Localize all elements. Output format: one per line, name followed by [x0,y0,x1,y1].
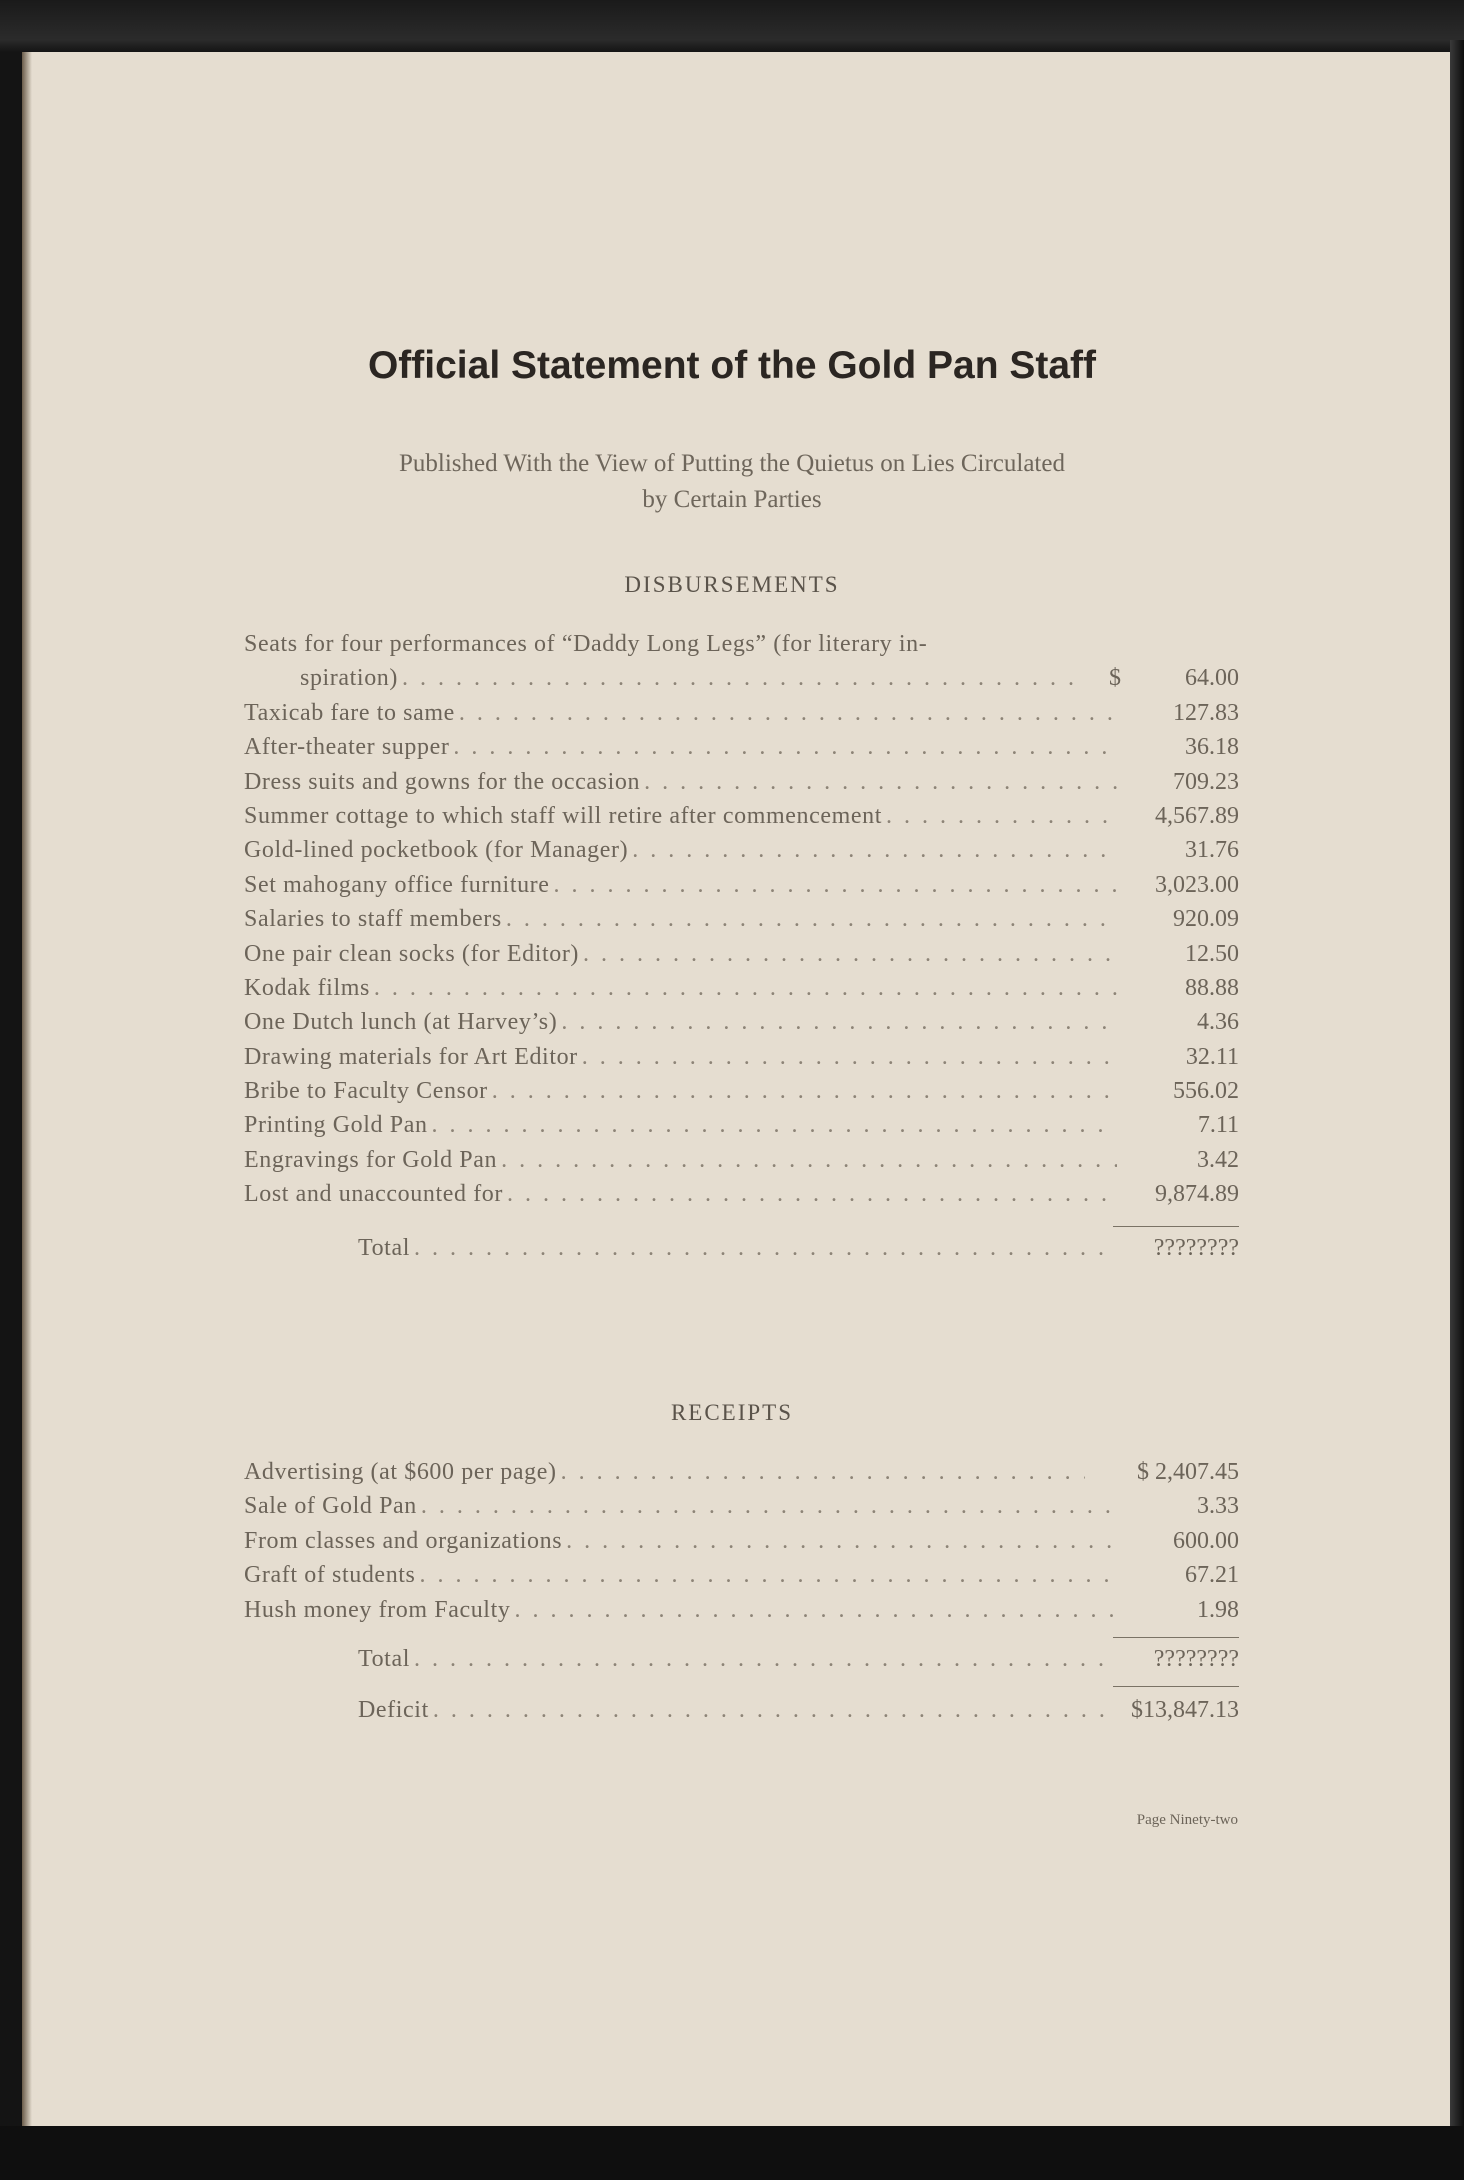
total-value: ???????? [1153,1645,1239,1672]
deficit-label: Deficit [358,1697,429,1724]
dollar-sign: $ [1109,665,1121,692]
ledger-row [244,1455,1239,1489]
ledger-row [244,1108,1239,1142]
ledger-label: One Dutch lunch (at Harvey’s) [244,1009,558,1036]
dot-leader [514,1593,1117,1627]
ledger-amount: 556.02 [1173,1078,1239,1105]
ledger-amount: 4,567.89 [1155,802,1239,829]
ledger-label: After-theater supper [244,734,450,761]
ledger-row [244,1177,1239,1211]
receipts-heading: RECEIPTS [670,1400,794,1425]
dot-leader [583,937,1117,971]
ledger-row [244,765,1239,799]
scan-border [0,2126,1464,2180]
subtitle-line-1: Published With the View of Putting the Quietus on Lies Circulated [399,450,1065,477]
ledger-row [244,1489,1239,1523]
ledger-label: Graft of students [244,1562,416,1589]
dot-leader [632,833,1117,867]
ledger-row [244,1593,1239,1627]
ledger-amount: 3.33 [1197,1493,1239,1520]
ledger-row [244,1040,1239,1074]
ledger-row [244,696,1239,730]
page-title: Official Statement of the Gold Pan Staff [367,344,1097,387]
dot-leader [554,868,1117,902]
ledger-label: Bribe to Faculty Censor [244,1078,488,1105]
dot-leader [374,971,1117,1005]
ledger-amount: 1.98 [1197,1596,1239,1623]
ledger-row [244,868,1239,902]
deficit-rule [1113,1686,1239,1687]
ledger-row [244,799,1239,833]
ledger-label: Seats for four performances of “Daddy Long Legs” (for literary in- [244,631,928,657]
total-label: Total [358,1234,410,1261]
ledger-label: Set mahogany office furniture [244,871,550,898]
ledger-amount: 709.23 [1173,768,1239,795]
dot-leader [644,765,1117,799]
ledger-amount: 600.00 [1173,1527,1239,1554]
dot-leader [506,902,1117,936]
ledger-row [244,902,1239,936]
dot-leader [582,1040,1117,1074]
ledger-row [244,1074,1239,1108]
dot-leader [501,1143,1117,1177]
ledger-amount: 36.18 [1185,734,1239,761]
ledger-row [300,661,1239,695]
ledger-row [244,1524,1239,1558]
receipts-list [244,1455,1239,1728]
dot-leader [566,1524,1117,1558]
dot-leader [414,1642,1117,1676]
dot-leader [492,1074,1117,1108]
ledger-label: Drawing materials for Art Editor [244,1043,578,1070]
dot-leader [420,1558,1118,1592]
ledger-row [244,971,1239,1005]
ledger-amount: 88.88 [1185,974,1239,1001]
total-label: Total [358,1645,410,1672]
ledger-label: Dress suits and gowns for the occasion [244,768,641,795]
ledger-amount: $ 2,407.45 [1137,1459,1239,1485]
subtitle [0,446,1464,518]
dot-leader [421,1489,1117,1523]
ledger-label: One pair clean socks (for Editor) [244,940,580,967]
ledger-amount: 67.21 [1185,1562,1239,1589]
disbursements-list [244,627,1239,1265]
ledger-label: Salaries to staff members [244,906,502,933]
ledger-amount: 64.00 [1185,665,1239,692]
deficit-row [358,1693,1239,1727]
ledger-label: Kodak films [244,974,370,1001]
ledger-amount: 31.76 [1185,837,1239,864]
ledger-row [244,833,1239,867]
total-row [358,1231,1239,1265]
ledger-amount: 32.11 [1185,1043,1239,1070]
ledger-amount: 7.11 [1197,1112,1239,1139]
dot-leader [459,696,1117,730]
deficit-value: $13,847.13 [1131,1697,1239,1724]
dot-leader [414,1231,1117,1265]
disbursements-heading: DISBURSEMENTS [624,572,840,597]
ledger-label: Sale of Gold Pan [244,1493,417,1520]
dot-leader [886,799,1117,833]
total-rule [1113,1226,1239,1227]
ledger-label: spiration) [300,665,398,692]
ledger-label: From classes and organizations [244,1527,563,1554]
ledger-amount: 3.42 [1197,1146,1239,1173]
ledger-label: Hush money from Faculty [244,1596,511,1623]
ledger-amount: 9,874.89 [1155,1181,1239,1208]
dot-leader [432,1108,1117,1142]
ledger-row [244,1558,1239,1592]
ledger-row [244,730,1239,764]
ledger-amount: 3,023.00 [1155,871,1239,898]
dot-leader [453,730,1117,764]
total-rule [1113,1637,1239,1638]
total-row [358,1642,1239,1676]
ledger-label: Advertising (at $600 per page) [244,1459,557,1485]
ledger-label: Summer cottage to which staff will retire after commencement [244,802,883,829]
ledger-row [244,1005,1239,1039]
ledger-label: Gold-lined pocketbook (for Manager) [244,837,629,864]
ledger-amount: 12.50 [1185,940,1239,967]
ledger-label: Engravings for Gold Pan [244,1146,498,1173]
total-value: ???????? [1153,1234,1239,1261]
ledger-amount: 127.83 [1173,699,1239,726]
ledger-row [244,1143,1239,1177]
dot-leader [561,1455,1085,1489]
ledger-label: Printing Gold Pan [244,1112,428,1139]
ledger-amount: 4.36 [1197,1009,1239,1036]
ledger-label: Lost and unaccounted for [244,1181,503,1208]
ledger-amount: 920.09 [1173,906,1239,933]
dot-leader [507,1177,1117,1211]
subtitle-line-2: by Certain Parties [642,486,822,513]
ledger-row [244,937,1239,971]
dot-leader [402,661,1077,695]
page-number: Page Ninety-two [1136,1812,1238,1828]
dot-leader [433,1693,1117,1727]
ledger-row [244,627,1239,661]
ledger-label: Taxicab fare to same [244,699,455,726]
dot-leader [561,1005,1117,1039]
